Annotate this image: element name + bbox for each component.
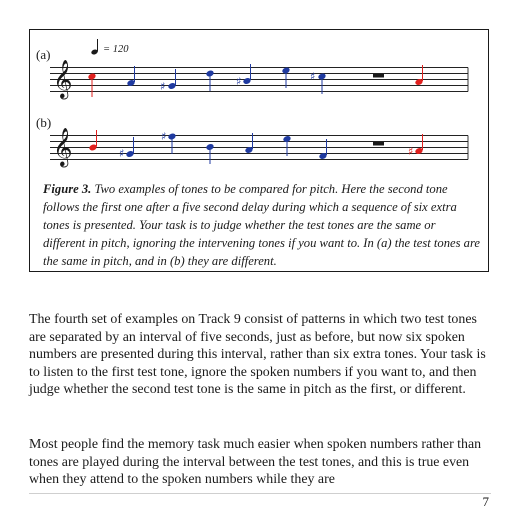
note-extra-tone <box>205 69 214 91</box>
note-test-tone <box>408 134 424 158</box>
svg-text:♯: ♯ <box>119 147 125 160</box>
note-extra-tone <box>318 139 327 160</box>
note-extra-tone <box>244 133 253 154</box>
rest-icon <box>373 142 384 146</box>
note-extra-tone <box>281 66 290 88</box>
label-a: (a) <box>36 47 51 62</box>
svg-text:♯: ♯ <box>236 75 242 88</box>
body-paragraph-1: The fourth set of examples on Track 9 consist of patterns in which two test tones are separated by an interval of five seconds, just as before, but now six spoken numbers are presented during this interval, rather than six extra tones. Your task is to listen to the first test tone, ignore the spoken numbers if you want to, and then judge whether the second test tone is the same in pitch as the first, or different. <box>29 312 486 398</box>
note-test-tone <box>88 130 97 152</box>
body-paragraph-2: Most people find the memory task much easier when spoken numbers rather than tones are played during the interval between the test tones, and this is true even when they attend to the spoken numbers while they are <box>29 437 482 488</box>
note-extra-tone <box>282 135 291 156</box>
treble-clef-icon-a: 𝄞 <box>53 59 73 98</box>
notes-row-a <box>87 64 423 97</box>
figure-box <box>29 29 489 272</box>
tempo-text: = 120 <box>103 44 129 55</box>
page-number: 7 <box>482 494 489 509</box>
note-test-tone <box>414 65 423 86</box>
staff-a <box>50 68 468 92</box>
svg-text:♯: ♯ <box>408 145 414 158</box>
caption-lead: Figure 3. <box>43 182 92 196</box>
note-test-tone <box>87 72 96 97</box>
svg-text:♯: ♯ <box>310 70 316 83</box>
svg-text:♯: ♯ <box>161 130 167 143</box>
treble-clef-icon-b: 𝄞 <box>53 127 73 166</box>
staff-b <box>50 136 468 160</box>
note-extra-tone <box>119 137 135 160</box>
caption-text: Two examples of tones to be compared for pitch. Here the second tone follows the first one after a five second delay during which a sequence of six extra tones is presented. Your task is to judge whether the test tones are the same or different in pitch, ignoring the intervening tones if you want to. In (a) the test tones are the same in pitch, and in (b) they are different. <box>43 182 480 268</box>
music-notation <box>30 30 490 180</box>
figure-caption <box>43 180 480 270</box>
note-extra-tone <box>126 66 135 87</box>
tempo-mark <box>91 39 130 55</box>
footer-divider <box>29 493 491 494</box>
svg-text:♯: ♯ <box>160 80 166 93</box>
label-b: (b) <box>36 115 52 130</box>
note-extra-tone <box>160 69 177 93</box>
note-extra-tone <box>161 130 177 154</box>
rest-icon <box>373 74 384 78</box>
